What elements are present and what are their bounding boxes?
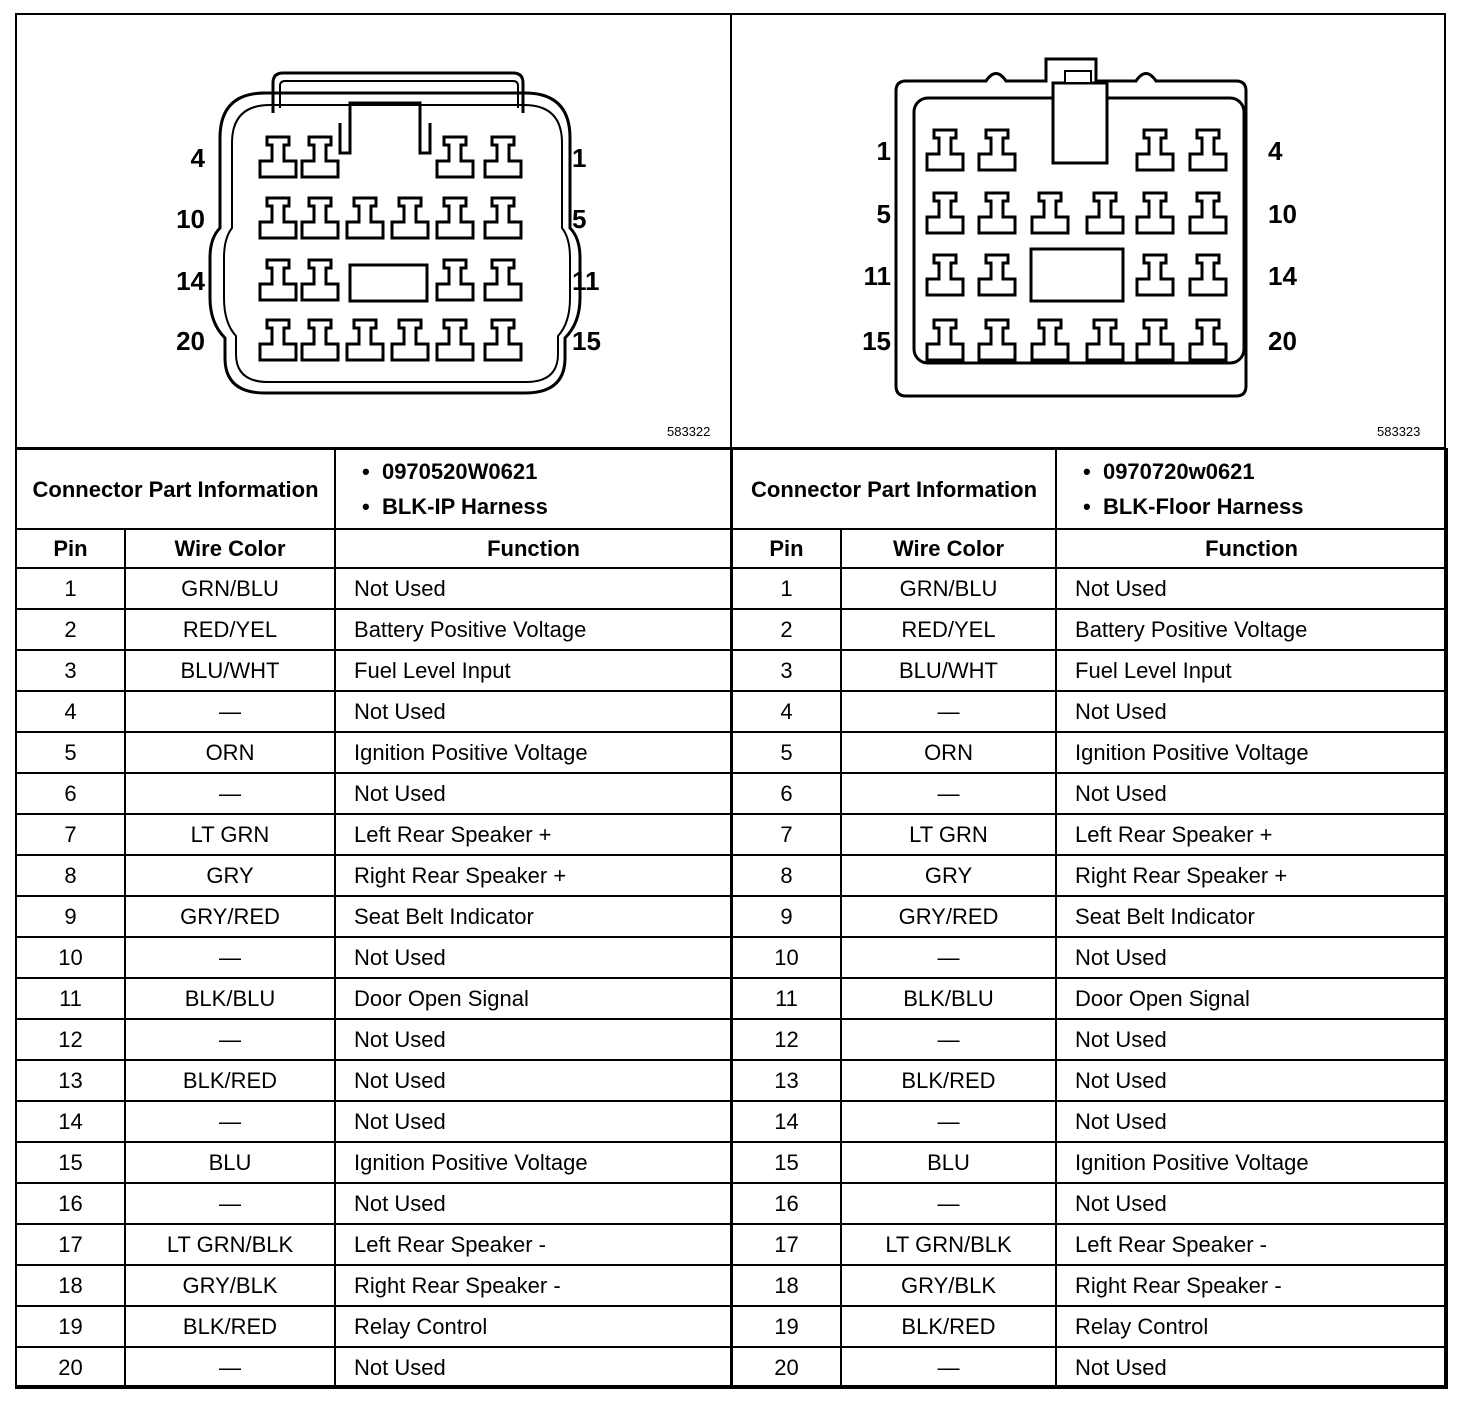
function-cell: Door Open Signal: [1056, 978, 1447, 1019]
function-cell: Ignition Positive Voltage: [335, 732, 732, 773]
pin-cell: 8: [16, 855, 125, 896]
function-cell: Not Used: [1056, 568, 1447, 609]
wire-color-cell: ORN: [125, 732, 335, 773]
terminal-cavity: [1087, 193, 1123, 233]
function-cell: Not Used: [1056, 691, 1447, 732]
function-cell: Battery Positive Voltage: [1056, 609, 1447, 650]
pin-cell: 3: [16, 650, 125, 691]
table-row: [732, 691, 1447, 732]
terminal-cavity: [979, 320, 1015, 360]
pin-cell: 14: [16, 1101, 125, 1142]
pin-cell: 9: [16, 896, 125, 937]
function-cell: Battery Positive Voltage: [335, 609, 732, 650]
terminal-cavity: [979, 130, 1015, 170]
pin-number-label: 4: [190, 143, 205, 173]
pin-cell: 14: [732, 1101, 841, 1142]
table-row: [16, 1306, 732, 1347]
blank-cavity: [350, 265, 427, 301]
terminal-cavity: [1137, 255, 1173, 295]
pin-cell: 7: [732, 814, 841, 855]
terminal-cavity: [392, 320, 428, 360]
wire-color-cell: —: [841, 937, 1056, 978]
pin-cell: 6: [732, 773, 841, 814]
function-cell: Not Used: [335, 1347, 732, 1388]
figure-id: 583322: [667, 424, 711, 439]
terminal-cavity: [1137, 320, 1173, 360]
pinout-table-floor: [731, 448, 1448, 1389]
pin-cell: 2: [16, 609, 125, 650]
function-cell: Ignition Positive Voltage: [335, 1142, 732, 1183]
wire-color-cell: LT GRN: [841, 814, 1056, 855]
pin-number-label: 5: [572, 204, 587, 234]
wire-color-cell: RED/YEL: [125, 609, 335, 650]
function-cell: Not Used: [335, 691, 732, 732]
table-row: [16, 1265, 732, 1306]
wire-color-cell: GRY/RED: [125, 896, 335, 937]
wire-color-cell: GRY/BLK: [125, 1265, 335, 1306]
function-cell: Ignition Positive Voltage: [1056, 732, 1447, 773]
connector-part-info: • 0970520W0621 • BLK-IP Harness: [335, 449, 732, 529]
table-row: [732, 568, 1447, 609]
table-row: [16, 650, 732, 691]
function-cell: Not Used: [335, 568, 732, 609]
table-row: [16, 855, 732, 896]
figure-id: 583323: [1377, 424, 1421, 439]
wire-color-cell: —: [125, 1101, 335, 1142]
table-row: [16, 1183, 732, 1224]
wire-color-cell: ORN: [841, 732, 1056, 773]
terminal-cavity: [302, 320, 338, 360]
function-cell: Right Rear Speaker -: [335, 1265, 732, 1306]
header-wire-color: Wire Color: [125, 529, 335, 568]
function-cell: Not Used: [1056, 1101, 1447, 1142]
terminal-cavity: [437, 137, 473, 177]
pin-number-label: 10: [1268, 199, 1297, 229]
wire-color-cell: —: [125, 1183, 335, 1224]
wire-color-cell: BLK/RED: [841, 1306, 1056, 1347]
table-row: [732, 650, 1447, 691]
connector-lock-tab: [1053, 83, 1107, 163]
table-row: [16, 1224, 732, 1265]
pin-number-label: 10: [176, 204, 205, 234]
terminal-cavity: [437, 320, 473, 360]
header-wire-color: Wire Color: [841, 529, 1056, 568]
wire-color-cell: LT GRN: [125, 814, 335, 855]
terminal-cavity: [1190, 130, 1226, 170]
table-row: [732, 1306, 1447, 1347]
connector-diagram-ip: [15, 13, 731, 448]
pin-number-label: 14: [176, 266, 205, 296]
table-row: [732, 1019, 1447, 1060]
function-cell: Not Used: [1056, 1019, 1447, 1060]
connector-info-label: Connector Part Information: [16, 449, 335, 529]
terminal-cavity: [260, 320, 296, 360]
table-row: [732, 978, 1447, 1019]
connector-info-label: Connector Part Information: [732, 449, 1056, 529]
terminal-cavity: [1190, 193, 1226, 233]
function-cell: Fuel Level Input: [335, 650, 732, 691]
pin-cell: 5: [732, 732, 841, 773]
table-row: [732, 896, 1447, 937]
wire-color-cell: —: [841, 1183, 1056, 1224]
pin-cell: 7: [16, 814, 125, 855]
terminal-cavity: [302, 137, 338, 177]
function-cell: Seat Belt Indicator: [335, 896, 732, 937]
pinout-table-ip: [15, 448, 733, 1389]
terminal-cavity: [260, 260, 296, 300]
connector-diagram-floor: [731, 13, 1446, 448]
wire-color-cell: —: [125, 773, 335, 814]
header-function: Function: [1056, 529, 1447, 568]
function-cell: Left Rear Speaker -: [335, 1224, 732, 1265]
terminal-cavity: [1032, 193, 1068, 233]
wire-color-cell: —: [841, 1101, 1056, 1142]
header-function: Function: [335, 529, 732, 568]
function-cell: Not Used: [1056, 773, 1447, 814]
pin-cell: 17: [732, 1224, 841, 1265]
pin-number-label: 4: [1268, 136, 1283, 166]
table-row: [732, 1224, 1447, 1265]
harness-name: BLK-Floor Harness: [1102, 494, 1304, 519]
pin-number-label: 11: [863, 261, 891, 291]
wire-color-cell: BLU/WHT: [125, 650, 335, 691]
pin-cell: 1: [732, 568, 841, 609]
wire-color-cell: GRN/BLU: [125, 568, 335, 609]
terminal-cavity: [927, 193, 963, 233]
terminal-cavity: [979, 255, 1015, 295]
part-number: 0970520W0621: [381, 459, 538, 484]
pin-cell: 18: [16, 1265, 125, 1306]
function-cell: Seat Belt Indicator: [1056, 896, 1447, 937]
wire-color-cell: GRY/BLK: [841, 1265, 1056, 1306]
function-cell: Right Rear Speaker +: [335, 855, 732, 896]
wire-color-cell: GRY/RED: [841, 896, 1056, 937]
table-row: [732, 814, 1447, 855]
table-row: [16, 568, 732, 609]
wire-color-cell: —: [841, 1347, 1056, 1388]
function-cell: Not Used: [335, 1019, 732, 1060]
pin-number-label: 20: [1268, 326, 1297, 356]
wire-color-cell: —: [125, 691, 335, 732]
pin-cell: 4: [16, 691, 125, 732]
table-row: [16, 937, 732, 978]
pin-number-label: 1: [876, 136, 891, 166]
pin-cell: 12: [16, 1019, 125, 1060]
wire-color-cell: —: [841, 691, 1056, 732]
pin-number-label: 1: [572, 143, 587, 173]
function-cell: Door Open Signal: [335, 978, 732, 1019]
wire-color-cell: —: [125, 1019, 335, 1060]
table-row: [16, 773, 732, 814]
pin-cell: 13: [16, 1060, 125, 1101]
table-row: [16, 691, 732, 732]
terminal-cavity: [437, 260, 473, 300]
wire-color-cell: BLK/RED: [841, 1060, 1056, 1101]
table-row: [16, 1101, 732, 1142]
part-number: 0970720w0621: [1102, 459, 1255, 484]
blank-cavity: [1031, 249, 1123, 301]
table-row: [732, 732, 1447, 773]
table-row: [16, 978, 732, 1019]
table-row: [16, 1347, 732, 1388]
table-row: [732, 937, 1447, 978]
wire-color-cell: GRY: [125, 855, 335, 896]
terminal-cavity: [927, 255, 963, 295]
header-pin: Pin: [732, 529, 841, 568]
connector-key: [340, 103, 430, 153]
pin-cell: 17: [16, 1224, 125, 1265]
function-cell: Left Rear Speaker +: [1056, 814, 1447, 855]
pin-number-label: 15: [572, 326, 601, 356]
function-cell: Ignition Positive Voltage: [1056, 1142, 1447, 1183]
wire-color-cell: BLK/RED: [125, 1306, 335, 1347]
function-cell: Not Used: [335, 773, 732, 814]
pin-cell: 20: [16, 1347, 125, 1388]
terminal-cavity: [302, 260, 338, 300]
terminal-cavity: [392, 198, 428, 238]
table-row: [732, 1183, 1447, 1224]
terminal-cavity: [1137, 193, 1173, 233]
pin-number-label: 11: [572, 266, 600, 296]
pin-cell: 1: [16, 568, 125, 609]
table-row: [732, 773, 1447, 814]
terminal-cavity: [979, 193, 1015, 233]
pin-cell: 3: [732, 650, 841, 691]
terminal-cavity: [1137, 130, 1173, 170]
pin-cell: 5: [16, 732, 125, 773]
wire-color-cell: —: [841, 1019, 1056, 1060]
pin-cell: 19: [16, 1306, 125, 1347]
table-row: [732, 1060, 1447, 1101]
table-row: [732, 1265, 1447, 1306]
pin-cell: 4: [732, 691, 841, 732]
wire-color-cell: GRN/BLU: [841, 568, 1056, 609]
function-cell: Not Used: [335, 937, 732, 978]
pin-number-label: 20: [176, 326, 205, 356]
pin-cell: 2: [732, 609, 841, 650]
wire-color-cell: BLK/BLU: [125, 978, 335, 1019]
pin-cell: 15: [16, 1142, 125, 1183]
terminal-cavity: [1032, 320, 1068, 360]
function-cell: Left Rear Speaker +: [335, 814, 732, 855]
function-cell: Left Rear Speaker -: [1056, 1224, 1447, 1265]
function-cell: Not Used: [1056, 1183, 1447, 1224]
function-cell: Relay Control: [335, 1306, 732, 1347]
pin-cell: 16: [732, 1183, 841, 1224]
pin-cell: 19: [732, 1306, 841, 1347]
pin-cell: 10: [732, 937, 841, 978]
terminal-cavity: [485, 198, 521, 238]
function-cell: Not Used: [335, 1101, 732, 1142]
table-row: [732, 1142, 1447, 1183]
pin-number-label: 14: [1268, 261, 1297, 291]
table-row: [16, 609, 732, 650]
function-cell: Not Used: [1056, 937, 1447, 978]
pin-cell: 10: [16, 937, 125, 978]
wire-color-cell: BLK/BLU: [841, 978, 1056, 1019]
terminal-cavity: [1190, 320, 1226, 360]
function-cell: Relay Control: [1056, 1306, 1447, 1347]
function-cell: Not Used: [335, 1060, 732, 1101]
terminal-cavity: [1190, 255, 1226, 295]
wire-color-cell: LT GRN/BLK: [125, 1224, 335, 1265]
wire-color-cell: —: [125, 1347, 335, 1388]
pin-cell: 8: [732, 855, 841, 896]
function-cell: Not Used: [335, 1183, 732, 1224]
pin-number-label: 5: [876, 199, 891, 229]
terminal-cavity: [927, 320, 963, 360]
function-cell: Not Used: [1056, 1347, 1447, 1388]
wire-color-cell: BLK/RED: [125, 1060, 335, 1101]
wire-color-cell: BLU/WHT: [841, 650, 1056, 691]
pin-cell: 6: [16, 773, 125, 814]
connector-part-info: • 0970720w0621 • BLK-Floor Harness: [1056, 449, 1447, 529]
pin-cell: 12: [732, 1019, 841, 1060]
wire-color-cell: LT GRN/BLK: [841, 1224, 1056, 1265]
terminal-cavity: [485, 260, 521, 300]
terminal-cavity: [437, 198, 473, 238]
pin-cell: 13: [732, 1060, 841, 1101]
wire-color-cell: —: [841, 773, 1056, 814]
table-row: [16, 1142, 732, 1183]
wire-color-cell: GRY: [841, 855, 1056, 896]
wire-color-cell: BLU: [125, 1142, 335, 1183]
terminal-cavity: [485, 320, 521, 360]
terminal-cavity: [347, 320, 383, 360]
wire-color-cell: RED/YEL: [841, 609, 1056, 650]
pin-cell: 16: [16, 1183, 125, 1224]
terminal-cavity: [260, 137, 296, 177]
pin-cell: 20: [732, 1347, 841, 1388]
table-row: [16, 732, 732, 773]
wire-color-cell: BLU: [841, 1142, 1056, 1183]
pin-number-label: 15: [862, 326, 891, 356]
table-row: [732, 855, 1447, 896]
pin-cell: 9: [732, 896, 841, 937]
terminal-cavity: [260, 198, 296, 238]
function-cell: Not Used: [1056, 1060, 1447, 1101]
pin-cell: 18: [732, 1265, 841, 1306]
terminal-cavity: [485, 137, 521, 177]
table-row: [16, 1019, 732, 1060]
function-cell: Right Rear Speaker +: [1056, 855, 1447, 896]
table-row: [732, 1101, 1447, 1142]
table-row: [16, 1060, 732, 1101]
table-row: [16, 896, 732, 937]
function-cell: Fuel Level Input: [1056, 650, 1447, 691]
harness-name: BLK-IP Harness: [381, 494, 548, 519]
table-row: [732, 609, 1447, 650]
function-cell: Right Rear Speaker -: [1056, 1265, 1447, 1306]
lock-window: [1065, 71, 1091, 83]
table-row: [16, 814, 732, 855]
terminal-cavity: [927, 130, 963, 170]
pin-cell: 11: [16, 978, 125, 1019]
pin-cell: 11: [732, 978, 841, 1019]
terminal-cavity: [347, 198, 383, 238]
table-row: [732, 1347, 1447, 1388]
terminal-cavity: [1087, 320, 1123, 360]
pin-cell: 15: [732, 1142, 841, 1183]
header-pin: Pin: [16, 529, 125, 568]
terminal-cavity: [302, 198, 338, 238]
wire-color-cell: —: [125, 937, 335, 978]
